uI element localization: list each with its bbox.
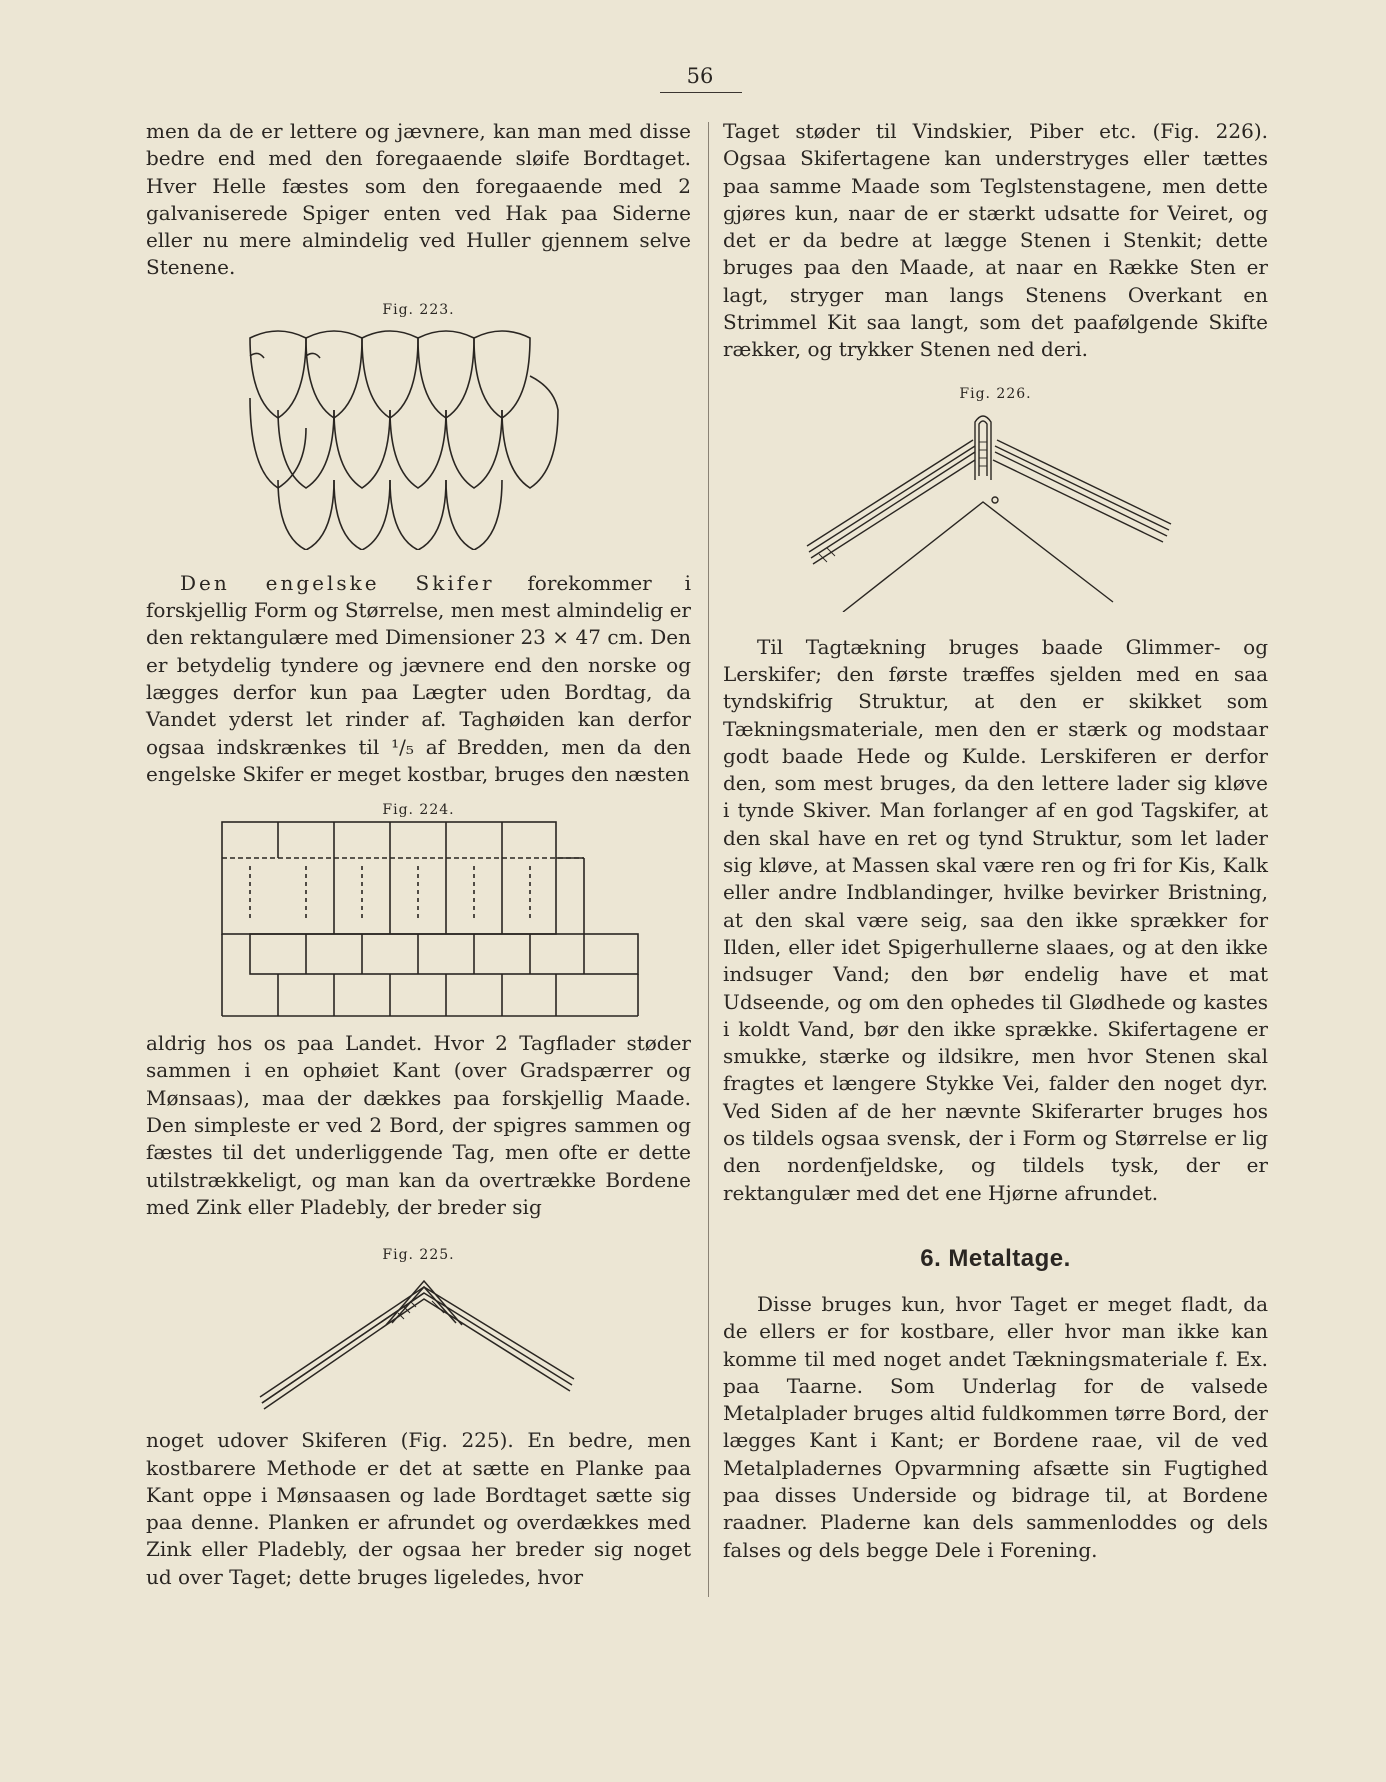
right-paragraph-2: Til Tagtækning bruges baade Glimmer- og Lerskifer; den første træffes sjelden med en saa tyndskifrig Struktur, at den er skikket som Tækningsmateriale, men den er stærk og modstaar godt baade Hede og Kulde. Lerskiferen er derfor den, som mest bruges, da den lettere lader sig kløve i tynde Skiver. Man forlanger af en god Tagskifer, at den skal have en ret og tynd Struktur, som let lader sig kløve, at Massen skal være ren og fri for Kis, Kalk eller andre Indblandinger, hvilke bevirker Bristning, at den skal være seig, saa den ikke sprækker for Ilden, eller idet Spigerhullerne slaaes, og at den ikke indsuger Vand; den bør endelig have et mat Udseende, og om den ophedes til Glødhede og kastes i koldt Vand, bør den ikke sprække. Skifertagene er smukke, stærke og ildsikre, men hvor Stenen skal fragtes et længere Stykke Vei, falder den noget dyr. Ved Siden af de her nævnte Skiferarter bruges hos os tildels ogsaa svensk, der i Form og Størrelse er lig den nordenfjeldske, og tildels tysk, der er rektangulær med det ene Hjørne afrundet. xyxy=(723,634,1268,1205)
rectangular-slate-grid-illustration xyxy=(146,818,691,1018)
figure-223 xyxy=(146,302,691,550)
section-heading-metaltage: 6. Metaltage. xyxy=(920,1244,1071,1272)
figure-225-caption: Fig. 225. xyxy=(382,1247,455,1264)
left-column xyxy=(146,118,691,1591)
left-paragraph-2-rest: forekommer i forskjellig Form og Størrelse, men mest almindelig er den rektangulære med Dimensioner 23 ⨯ 47 cm. Den er betydelig tyndere og jævnere end den norske og lægges derfor kun paa Lægter uden Bordtag, da Vandet yderst let rinder af. Taghøiden kan derfor ogsaa indskrænkes til ¹/₅ af Bredden, men da den engelske Skifer er meget kostbar, bruges den næsten xyxy=(146,570,692,786)
page-number-rule xyxy=(660,92,742,93)
ridge-cover-illustration xyxy=(146,1263,691,1413)
figure-224-caption: Fig. 224. xyxy=(382,802,455,819)
figure-224 xyxy=(146,802,691,1018)
left-paragraph-3: aldrig hos os paa Landet. Hvor 2 Tagflader støder sammen i en ophøiet Kant (over Gradspærrer og Mønsaas), maa der dækkes paa forskjellig Maade. Den simpleste er ved 2 Bord, der spigres sammen og fæstes til det underliggende Tag, men ofte er dette utilstrækkeligt, og man kan da overtrække Bordene med Zink eller Pladebly, der breder sig xyxy=(146,1031,691,1219)
page-number: 56 xyxy=(686,64,714,88)
left-paragraph-4: noget udover Skiferen (Fig. 225). En bedre, men kostbarere Methode er det at sætte en Planke paa Kant oppe i Mønsaasen og lade Bordtaget sætte sig paa denne. Planken er afrundet og overdækkes med Zink eller Pladebly, der ogsaa her breder sig noget ud over Taget; dette bruges ligeledes, hvor xyxy=(146,1428,691,1589)
figure-226-caption: Fig. 226. xyxy=(959,385,1032,402)
figure-223-caption: Fig. 223. xyxy=(382,301,455,318)
right-paragraph-1: Taget støder til Vindskier, Piber etc. (Fig. 226). Ogsaa Skifertagene kan understryges eller tættes paa samme Maade som Teglstenstagene, men dette gjøres kun, naar de er stærkt udsatte for Veiret, og det er da bedre at lægge Stenen i Stenkit; dette bruges paa den Maade, at naar en Række Sten er lagt, stryger man langs Stenens Overkant en Strimmel Kit saa langt, som det paafølgende Skifte rækker, og trykker Stenen ned deri. xyxy=(723,119,1268,362)
figure-225 xyxy=(146,1247,691,1413)
ridge-plank-illustration xyxy=(723,402,1268,612)
right-paragraph-3: Disse bruges kun, hvor Taget er meget fladt, da de ellers er for kostbare, eller hvor man ikke kan komme til med noget andet Tækningsmateriale f. Ex. paa Taarne. Som Underlag for de valsede Metalplader bruges altid fuldkommen tørre Bord, der lægges Kant i Kant; er Bordene raae, vil de ved Metalpladernes Opvarmning afsætte sin Fugtighed paa disses Underside og bidrage til, at Bordene raadner. Pladerne kan dels sammenloddes og dels falses og dels begge Dele i Forening. xyxy=(723,1291,1268,1562)
term-engelske-skifer: Den engelske Skifer xyxy=(180,570,495,595)
left-paragraph-1: men da de er lettere og jævnere, kan man med disse bedre end med den foregaaende sløife Bordtaget. Hver Helle fæstes som den foregaaende med 2 galvaniserede Spiger enten ved Hak paa Siderne eller nu mere almindelig ved Huller gjennem selve Stenene. xyxy=(146,119,691,280)
right-column xyxy=(723,118,1268,1564)
fish-scale-slate-illustration xyxy=(146,318,691,550)
left-paragraph-2 xyxy=(146,570,691,788)
figure-226 xyxy=(723,386,1268,612)
column-divider xyxy=(708,122,709,1597)
